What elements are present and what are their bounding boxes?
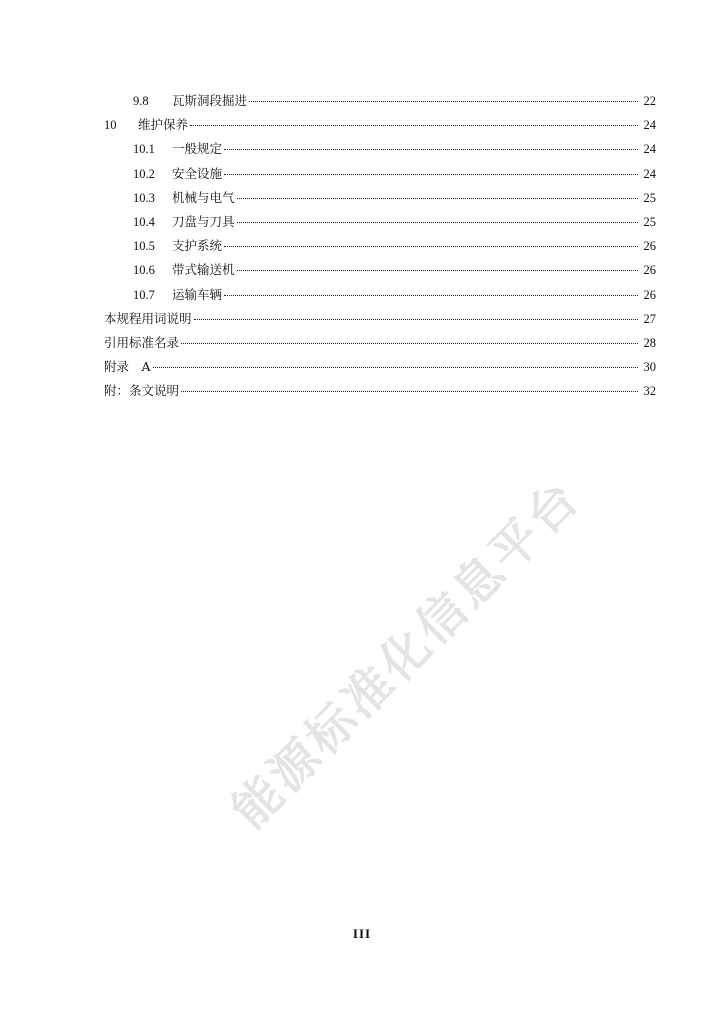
toc-leader-dots — [237, 270, 638, 271]
toc-leader-dots — [224, 174, 638, 175]
toc-leader-dots — [249, 101, 638, 102]
toc-entry-number: 10.5 — [133, 239, 155, 254]
toc-entry-title: 安全设施 — [172, 165, 223, 181]
toc-entry-number: 10 — [104, 118, 117, 133]
toc-leader-dots — [237, 222, 638, 223]
toc-entry-page: 22 — [643, 94, 656, 108]
toc-entry-page: 30 — [643, 360, 656, 375]
toc-entry-title: 本规程用词说明 — [104, 310, 192, 326]
toc-entry-number: 10.1 — [133, 142, 155, 157]
toc-leader-dots — [224, 295, 638, 296]
toc-entry-number: 10.6 — [133, 263, 155, 278]
toc-entry-number: 10.7 — [133, 287, 155, 302]
toc-entry-title: 附：条文说明 — [104, 383, 180, 399]
toc-entry-page: 24 — [643, 166, 656, 181]
toc-entry-page: 26 — [643, 287, 656, 302]
table-of-contents — [104, 91, 656, 405]
toc-entry[interactable] — [104, 212, 656, 236]
toc-entry-page: 28 — [643, 335, 656, 350]
toc-entry-title: 刀盘与刀具 — [172, 213, 235, 229]
toc-entry-title: 附录 A — [104, 359, 151, 375]
toc-leader-dots — [224, 149, 638, 150]
toc-entry-page: 26 — [643, 263, 656, 278]
toc-entry-title: 运输车辆 — [172, 286, 223, 302]
toc-entry-number: 10.3 — [133, 190, 155, 205]
toc-entry[interactable] — [104, 115, 656, 139]
toc-entry[interactable] — [104, 260, 656, 284]
toc-entry-number: 10.4 — [133, 214, 155, 229]
toc-entry-page: 26 — [643, 239, 656, 254]
toc-entry[interactable] — [104, 139, 656, 163]
toc-entry[interactable] — [104, 188, 656, 212]
toc-entry-page: 27 — [643, 311, 656, 326]
toc-entry-title: 带式输送机 — [172, 262, 235, 278]
toc-entry-page: 25 — [643, 190, 656, 205]
toc-entry-title: 引用标准名录 — [104, 334, 180, 350]
toc-entry-title: 支护系统 — [172, 238, 223, 254]
toc-entry[interactable] — [104, 381, 656, 405]
toc-leader-dots — [194, 319, 638, 320]
toc-entry[interactable] — [104, 164, 656, 188]
toc-entry[interactable] — [104, 236, 656, 260]
toc-entry-page: 24 — [643, 118, 656, 133]
toc-entry-page: 24 — [643, 142, 656, 157]
toc-leader-dots — [181, 343, 638, 344]
toc-entry-title: 维护保养 — [138, 117, 189, 133]
toc-leader-dots — [224, 246, 638, 247]
toc-entry-number: 10.2 — [133, 166, 155, 181]
watermark-text: 能源标准化信息平台 — [221, 468, 592, 840]
toc-entry-title: 一般规定 — [172, 141, 223, 157]
toc-entry[interactable] — [104, 285, 656, 309]
page-number: III — [352, 926, 372, 941]
toc-leader-dots — [190, 125, 638, 126]
toc-entry[interactable] — [104, 357, 656, 381]
toc-entry-page: 25 — [643, 214, 656, 229]
toc-entry-page: 32 — [643, 384, 656, 399]
toc-leader-dots — [181, 391, 638, 392]
toc-entry-number: 9.8 — [133, 94, 149, 108]
toc-entry[interactable] — [104, 333, 656, 357]
toc-leader-dots — [237, 198, 638, 199]
toc-entry[interactable] — [104, 91, 656, 115]
toc-entry-title: 瓦斯洞段掘进 — [172, 93, 248, 108]
toc-entry-title: 机械与电气 — [172, 189, 235, 205]
toc-leader-dots — [153, 367, 638, 368]
toc-entry[interactable] — [104, 309, 656, 333]
